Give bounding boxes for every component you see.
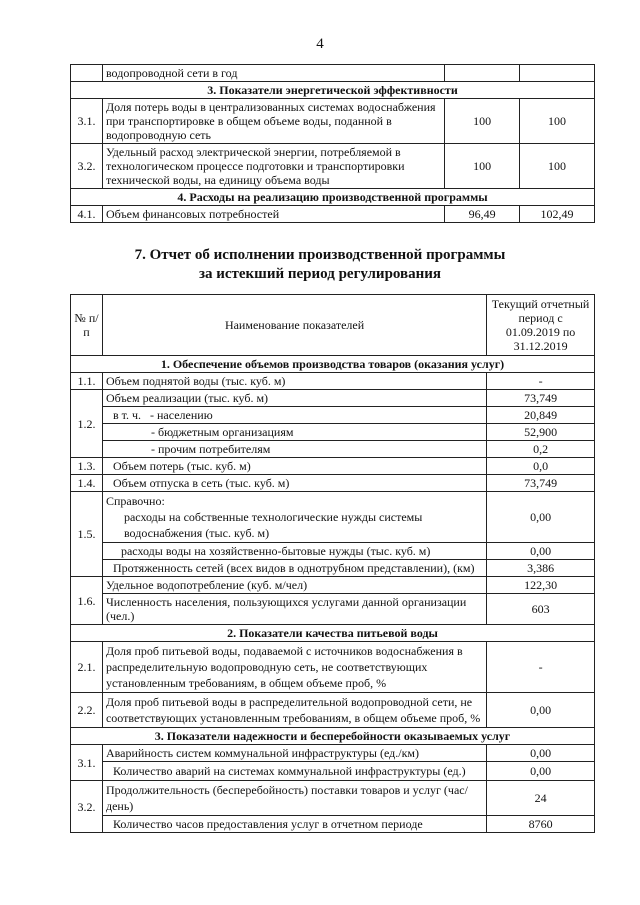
section-row — [71, 82, 595, 99]
section-title: 4. Расходы на реализацию производственной программы — [71, 189, 595, 206]
table-row: 1.4. Объем отпуска в сеть (тыс. куб. м) 73,749 — [71, 475, 595, 492]
table-row: 3.2. Продолжительность (бесперебойность) поставки товаров и услуг (час/день) 24 — [71, 781, 595, 816]
section-title: 1. Обеспечение объемов производства товаров (оказания услуг) — [71, 356, 595, 373]
table-row: Численность населения, пользующихся услугами данной организации (чел.) 603 — [71, 594, 595, 625]
report-table — [70, 294, 595, 833]
section-heading — [0, 246, 640, 284]
table-row: Количество часов предоставления услуг в отчетном периоде 8760 — [71, 816, 595, 833]
section-row — [71, 728, 595, 745]
table-row — [71, 65, 595, 82]
table-row: - прочим потребителям 0,2 — [71, 441, 595, 458]
table-row: 1.5. Справочно: расходы на собственные технологические нужды системы водоснабжения (тыс. куб. м) 0,00 — [71, 492, 595, 543]
heading-line-2: за истекший период регулирования — [198, 266, 442, 282]
table-row: расходы воды на хозяйственно-бытовые нужды (тыс. куб. м) 0,00 — [71, 543, 595, 560]
section-row — [71, 625, 595, 642]
header-period: Текущий отчетный период с 01.09.2019 по 31.12.2019 — [487, 295, 595, 356]
table-row: 1.6. Удельное водопотребление (куб. м/чел) 122,30 — [71, 577, 595, 594]
table-row: 3.2. Удельный расход электрической энергии, потребляемой в технологическом процессе подготовки и транспортировки технической воды, на единицу объема воды 100 100 — [71, 144, 595, 189]
section-title: 2. Показатели качества питьевой воды — [71, 625, 595, 642]
table-row: 1.1. Объем поднятой воды (тыс. куб. м) - — [71, 373, 595, 390]
section-title: 3. Показатели энергетической эффективности — [71, 82, 595, 99]
header-name: Наименование показателей — [102, 295, 486, 356]
table-row: Протяженность сетей (всех видов в однотрубном представлении), (км) 3,386 — [71, 560, 595, 577]
header-num: № п/п — [71, 295, 103, 356]
section-title: 3. Показатели надежности и бесперебойности оказываемых услуг — [71, 728, 595, 745]
energy-and-expenses-table — [70, 64, 595, 223]
heading-line-1: 7. Отчет об исполнении производственной программы — [134, 247, 506, 263]
row-name: водопроводной сети в год — [102, 65, 444, 82]
table-row: 1.2. Объем реализации (тыс. куб. м) 73,749 — [71, 390, 595, 407]
table-row: Количество аварий на системах коммунальной инфраструктуры (ед.) 0,00 — [71, 762, 595, 781]
page-number: 4 — [316, 36, 324, 52]
section-row — [71, 356, 595, 373]
section-row — [71, 189, 595, 206]
table-row: 2.1. Доля проб питьевой воды, подаваемой с источников водоснабжения в распределительную водопроводную сеть, не соответствующих установленным требованиям, в общем объеме проб, % - — [71, 642, 595, 693]
table-row: в т. ч. - населению 20,849 — [71, 407, 595, 424]
table-row: 1.3. Объем потерь (тыс. куб. м) 0,0 — [71, 458, 595, 475]
table-row: 3.1. Доля потерь воды в централизованных системах водоснабжения при транспортировке в общем объеме воды, поданной в водопроводную сеть 100 100 — [71, 99, 595, 144]
table-row: 4.1. Объем финансовых потребностей 96,49 102,49 — [71, 206, 595, 223]
table-row: 2.2. Доля проб питьевой воды в распределительной водопроводной сети, не соответствующих установленным требованиям, в общем объеме проб, % 0,00 — [71, 693, 595, 728]
table-row: - бюджетным организациям 52,900 — [71, 424, 595, 441]
table-header-row — [71, 295, 595, 356]
table-row: 3.1. Аварийность систем коммунальной инфраструктуры (ед./км) 0,00 — [71, 745, 595, 762]
